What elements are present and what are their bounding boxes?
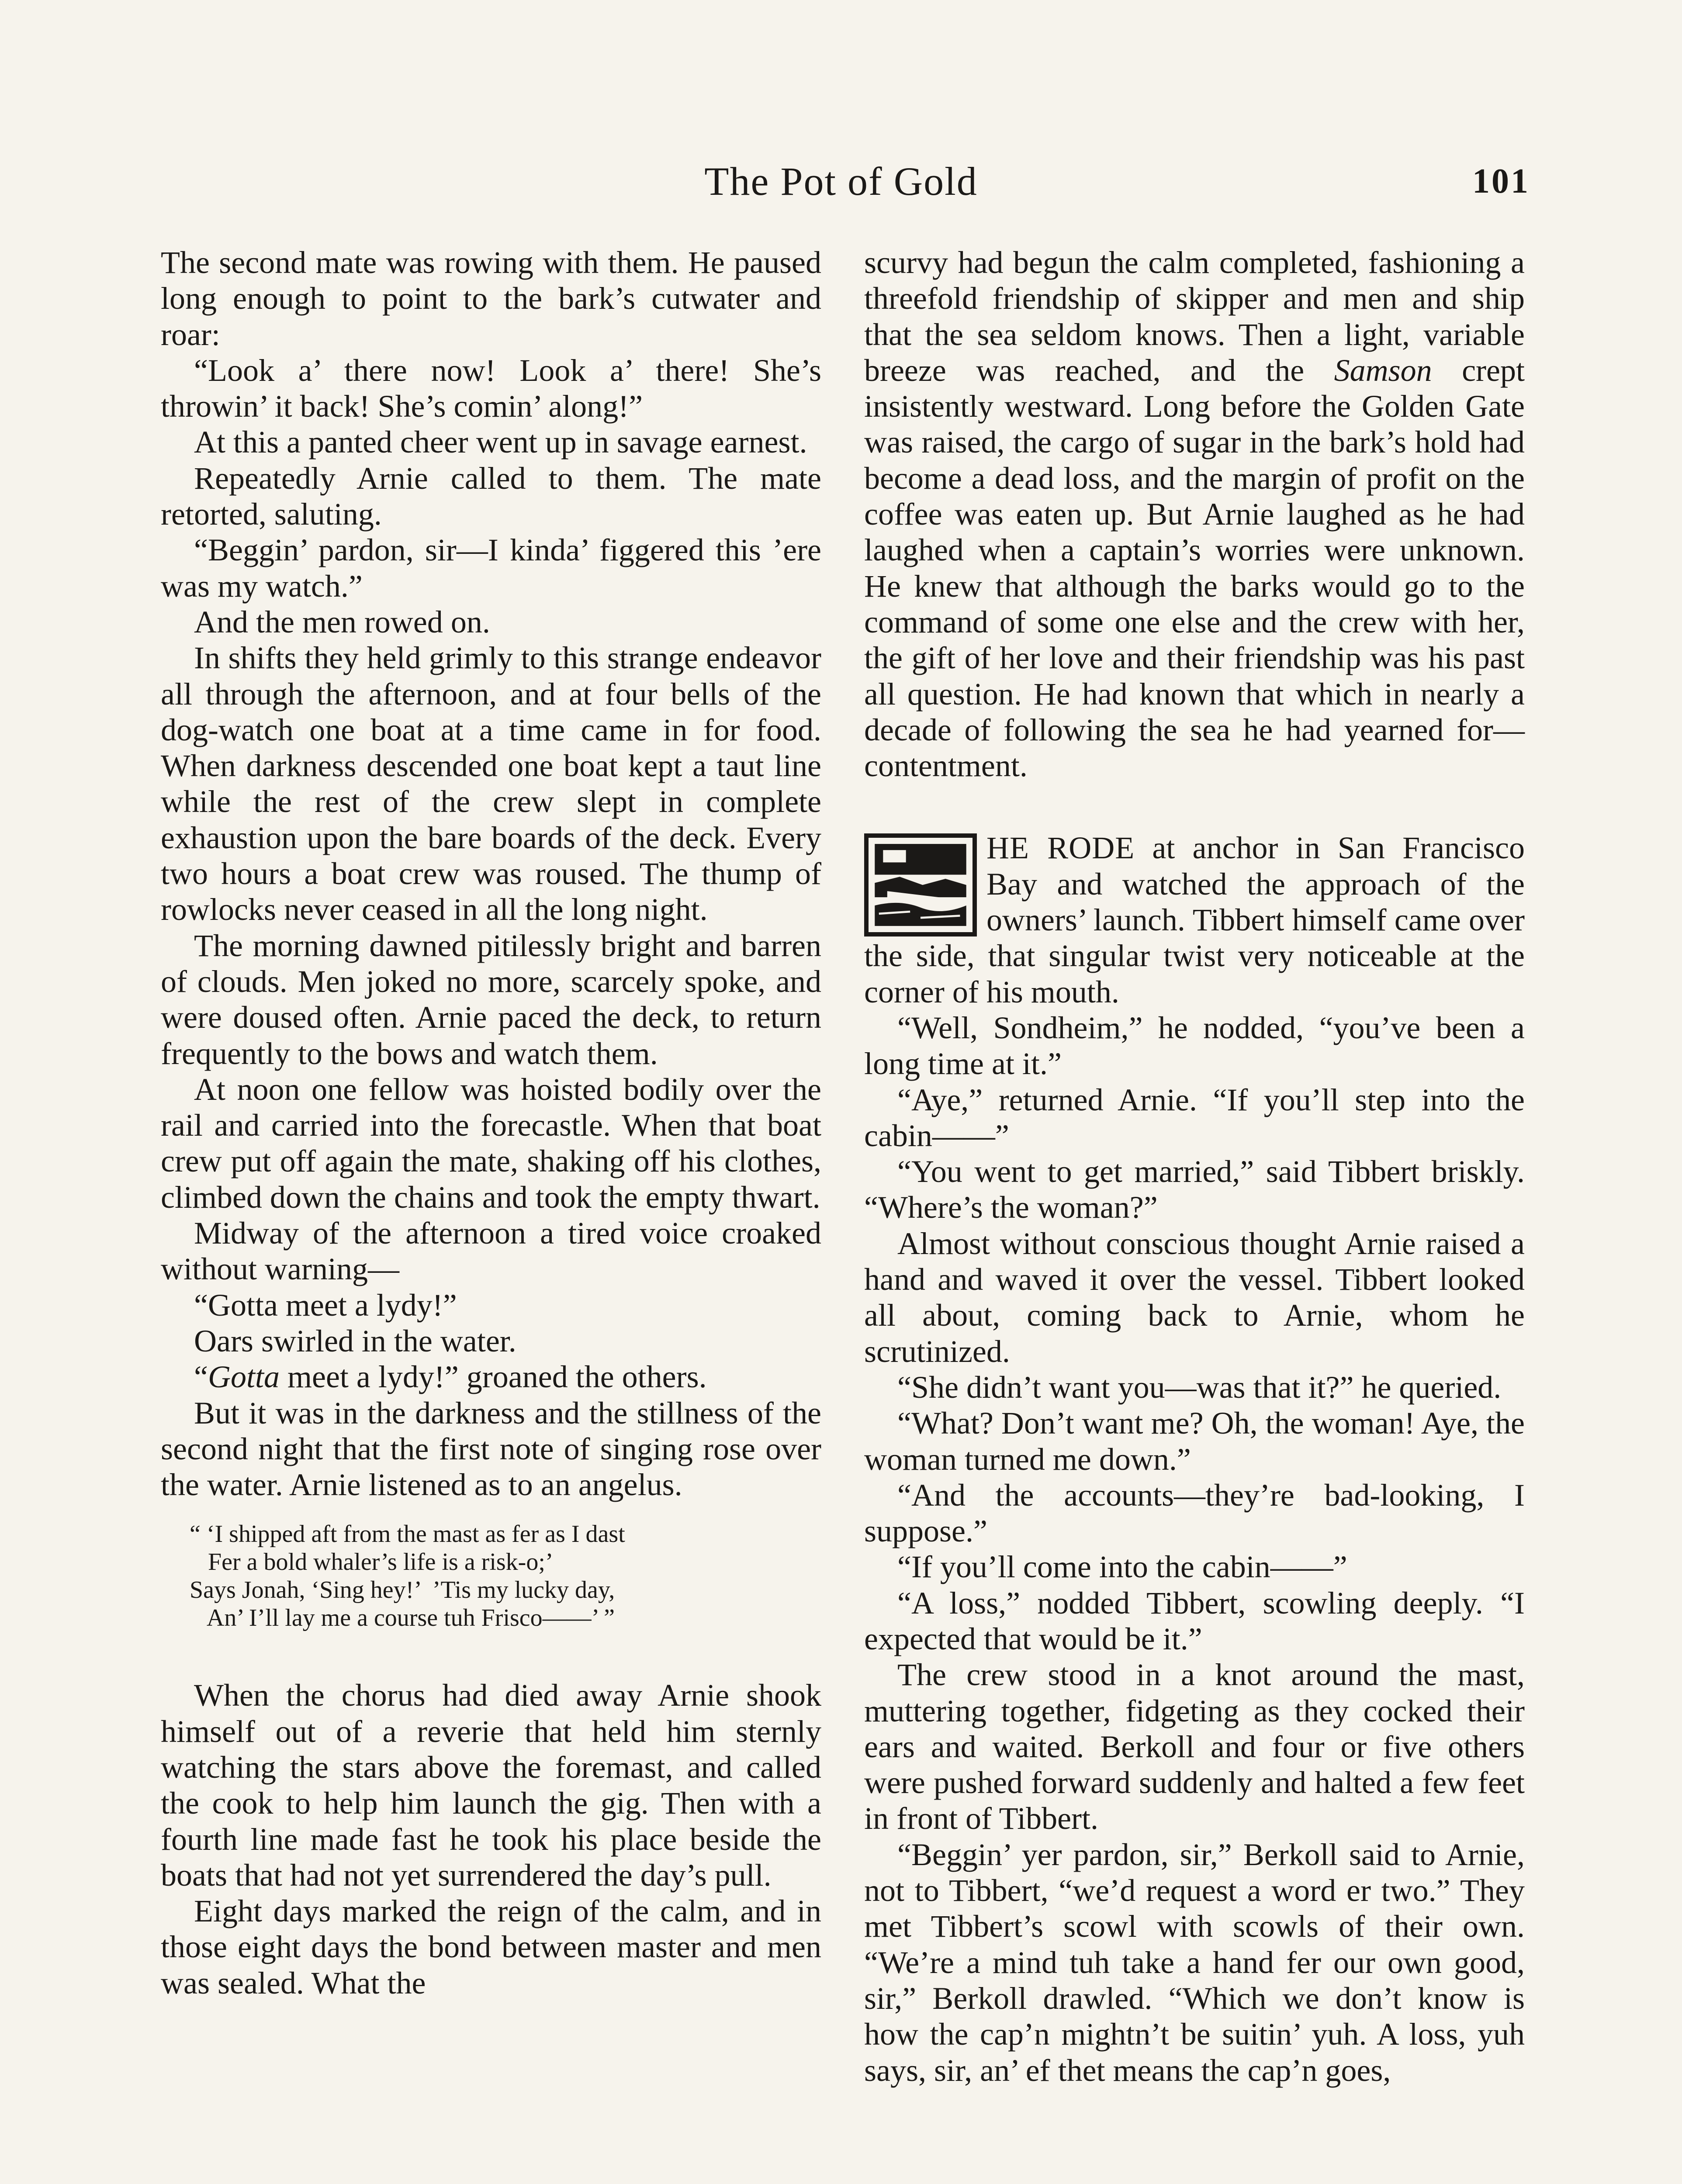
- paragraph: “Look a’ there now! Look a’ there! She’s throwin’ it back! She’s comin’ along!”: [161, 352, 821, 424]
- paragraph: “She didn’t want you—was that it?” he queried.: [897, 1369, 1502, 1405]
- paragraph: [864, 245, 1525, 784]
- paragraph: “Beggin’ yer pardon, sir,” Berkoll said to Arnie, not to Tibbert, “we’d request a word er two.” They met Tibbert’s scowl with scowls of their own. “We’re a mind tuh take a hand fer our own good, sir,” Berkoll drawled. “Which we don’t know is how the cap’n mightn’t be suitin’ yuh. A loss, yuh says, sir, an’ ef thet means the cap’n goes,: [864, 1837, 1525, 2088]
- paragraph: “Gotta meet a lydy!”: [194, 1287, 457, 1323]
- paragraph: At noon one fellow was hoisted bodily over the rail and carried into the forecastle. When that boat crew put off again the mate, shaking off his clothes, climbed down the chains and took the empty thwart.: [161, 1071, 821, 1215]
- section-opening: [864, 830, 1525, 1009]
- paragraph: But it was in the darkness and the stillness of the second night that the first note of singing rose over the water. Arnie listened as to an angelus.: [161, 1395, 821, 1503]
- paragraph: “A loss,” nodded Tibbert, scowling deeply. “I expected that would be it.”: [864, 1585, 1525, 1656]
- paragraph: Eight days marked the reign of the calm, and in those eight days the bond between master and men was sealed. What the: [161, 1894, 821, 2001]
- paragraph: The second mate was rowing with them. He paused long enough to point to the bark’s cutwater and roar:: [161, 245, 821, 352]
- paragraph: In shifts they held grimly to this strange endeavor all through the afternoon, and at four bells of the dog-watch one boat at a time came in for food. When darkness descended one boat kept a taut line while the rest of the crew slept in complete exhaustion upon the bare boards of the deck. Every two hours a boat crew was roused. The thump of rowlocks never ceased in all the long night.: [161, 640, 821, 927]
- paragraph: “Aye,” returned Arnie. “If you’ll step into the cabin——”: [864, 1082, 1525, 1153]
- paragraph: “Well, Sondheim,” he nodded, “you’ve been a long time at it.”: [864, 1010, 1525, 1082]
- text-run: at anchor in San Francisco Bay and watched the approach of the owners’ launch. Tibbert himself came over the side, that singular twist very noticeable at the corner of his mouth.: [864, 830, 1525, 1009]
- paragraph: Midway of the afternoon a tired voice croaked without warning—: [161, 1216, 821, 1287]
- harbor-scene-icon: [869, 838, 973, 932]
- paragraph: “You went to get married,” said Tibbert briskly. “Where’s the woman?”: [864, 1154, 1525, 1225]
- page-number: 101: [1472, 162, 1530, 200]
- right-column: [864, 245, 1525, 2088]
- text-run: scurvy had begun the calm completed, fashioning a threefold friendship of skipper and men and ship that the sea seldom knows. Then a light, variable breeze was reached, and the: [864, 245, 1525, 388]
- paragraph: “And the accounts—they’re bad-looking, I suppose.”: [864, 1477, 1525, 1549]
- verse-line: Fer a bold whaler’s life is a risk-o;’: [190, 1548, 554, 1576]
- paragraph: Oars swirled in the water.: [194, 1323, 516, 1358]
- text-run: crept insistently westward. Long before the Golden Gate was raised, the cargo of sugar in the bark’s hold had become a dead loss, and the margin of profit on the coffee was eaten up. But Arnie laughed as he had laughed when a captain’s worries were unknown. He knew that although the barks would go to the command of some one else and the crew with her, the gift of her love and their friendship was his past all question. He had known that which in nearly a decade of following the sea he had yearned for—contentment.: [864, 352, 1525, 784]
- italic-word: Gotta: [208, 1359, 280, 1395]
- small-caps-opening: HE RODE: [986, 830, 1135, 866]
- decorative-initial-illustration: [864, 833, 977, 936]
- ship-name: Samson: [1334, 352, 1432, 388]
- song-verse: [190, 1520, 821, 1632]
- paragraph: Repeatedly Arnie called to them. The mate retorted, saluting.: [161, 460, 821, 532]
- paragraph: At this a panted cheer went up in savage earnest.: [194, 425, 807, 460]
- paragraph: The crew stood in a knot around the mast, muttering together, fidgeting as they cocked their ears and waited. Berkoll and four or five others were pushed forward suddenly and halted a few feet in front of Tibbert.: [864, 1657, 1525, 1836]
- paragraph: When the chorus had died away Arnie shook himself out of a reverie that held him sternly watching the stars above the foremast, and called the cook to help him launch the gig. Then with a fourth line made fast he took his place beside the boats that had not yet surrendered the day’s pull.: [161, 1678, 821, 1893]
- page-header: [0, 158, 1682, 215]
- paragraph-gotta: [161, 1359, 821, 1395]
- open-quote: “: [194, 1359, 208, 1395]
- verse-line: Says Jonah, ‘Sing hey!’ ’Tis my lucky day,: [190, 1576, 615, 1604]
- paragraph: “If you’ll come into the cabin——”: [897, 1549, 1347, 1585]
- paragraph: Almost without conscious thought Arnie raised a hand and waved it over the vessel. Tibbert looked all about, coming back to Arnie, whom he scrutinized.: [864, 1226, 1525, 1369]
- paragraph: The morning dawned pitilessly bright and barren of clouds. Men joked no more, scarcely spoke, and were doused often. Arnie paced the deck, to return frequently to the bows and watch them.: [161, 928, 821, 1071]
- paragraph: And the men rowed on.: [194, 604, 490, 639]
- running-title: The Pot of Gold: [704, 159, 978, 204]
- verse-line: “ ‘I shipped aft from the mast as fer as I dast: [190, 1521, 625, 1548]
- paragraph-rest: meet a lydy!” groaned the others.: [279, 1359, 707, 1395]
- verse-line: An’ I’ll lay me a course tuh Frisco——’ ”: [190, 1604, 615, 1632]
- paragraph: “What? Don’t want me? Oh, the woman! Aye, the woman turned me down.”: [864, 1406, 1525, 1477]
- left-column: [161, 245, 821, 2001]
- paragraph: “Beggin’ pardon, sir—I kinda’ figgered this ’ere was my watch.”: [161, 532, 821, 604]
